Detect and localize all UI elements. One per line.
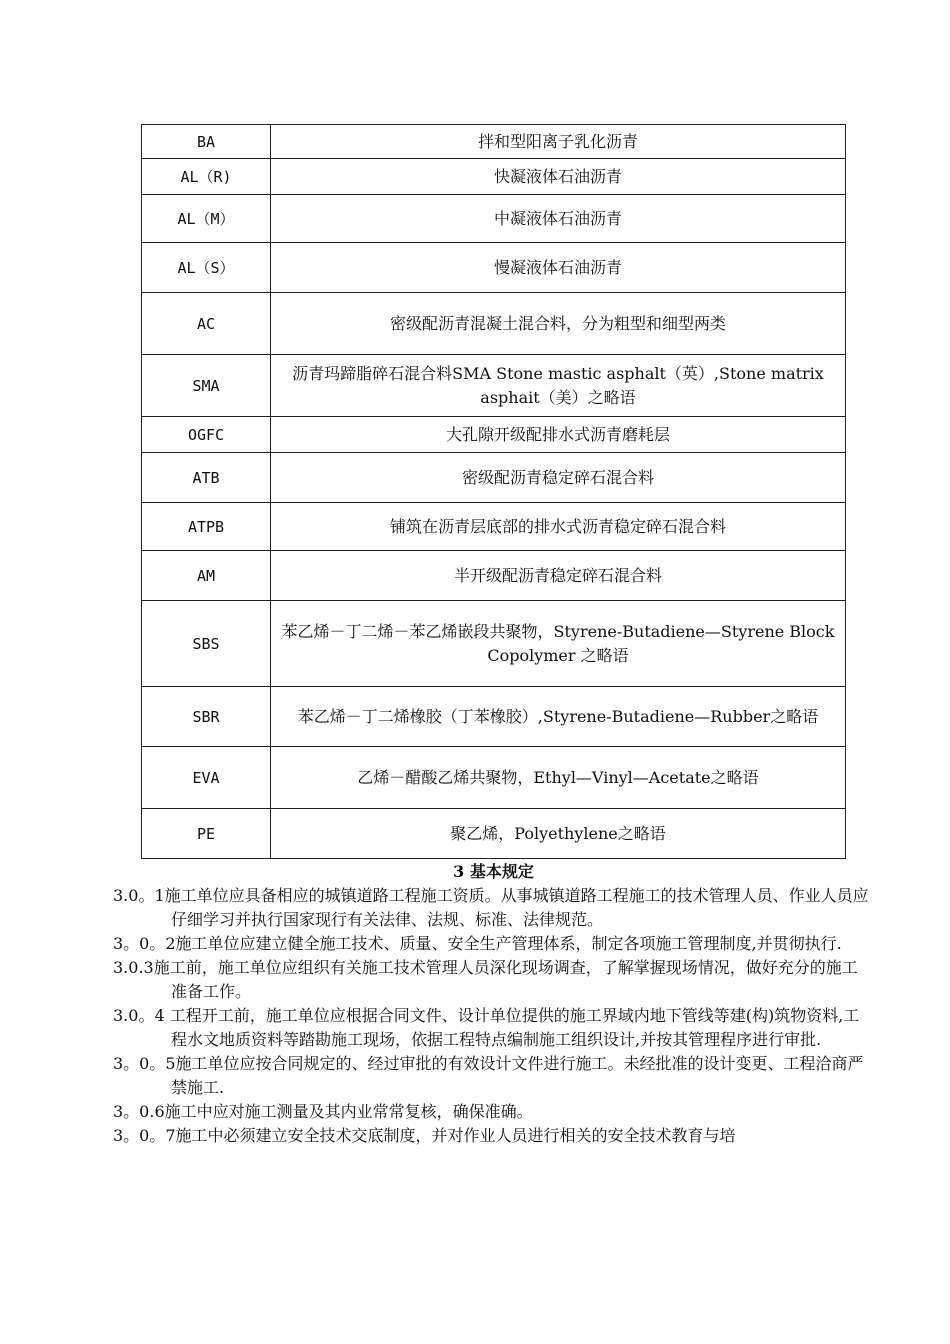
abbr-description: 苯乙烯－丁二烯橡胶（丁苯橡胶）,Styrene-Butadiene—Rubber之略语 (271, 687, 846, 747)
table-row (142, 243, 846, 293)
abbr-code: AL（R) (142, 159, 271, 195)
table-row (142, 687, 846, 747)
abbr-description: 密级配沥青混凝土混合料，分为粗型和细型两类 (271, 293, 846, 355)
abbr-description: 聚乙烯，Polyethylene之略语 (271, 809, 846, 859)
abbr-code: ATB (142, 453, 271, 503)
abbr-code: EVA (142, 747, 271, 809)
abbr-code: SMA (142, 355, 271, 417)
clause: 3。0.6施工中应对施工测量及其内业常常复核，确保准确。 (113, 1102, 533, 1121)
table-row (142, 159, 846, 195)
abbr-description: 慢凝液体石油沥青 (271, 243, 846, 293)
abbr-description: 快凝液体石油沥青 (271, 159, 846, 195)
abbr-code: AC (142, 293, 271, 355)
clause: 3。0。7施工中必须建立安全技术交底制度，并对作业人员进行相关的安全技术教育与培 (113, 1126, 736, 1145)
abbr-code: AM (142, 551, 271, 601)
clause: 3.0.3施工前，施工单位应组织有关施工技术管理人员深化现场调查，了解掌握现场情况，做好充分的施工准备工作。 (113, 958, 858, 1001)
abbr-code: OGFC (142, 417, 271, 453)
clause: 3。0。5施工单位应按合同规定的、经过审批的有效设计文件进行施工。未经批准的设计变更、工程洽商严禁施工. (113, 1054, 864, 1097)
clause: 3。0。2施工单位应建立健全施工技术、质量、安全生产管理体系，制定各项施工管理制度,并贯彻执行. (113, 934, 842, 953)
abbr-code: PE (142, 809, 271, 859)
table-row (142, 125, 846, 159)
table-row (142, 417, 846, 453)
abbr-description: 铺筑在沥青层底部的排水式沥青稳定碎石混合料 (271, 503, 846, 551)
abbr-description: 中凝液体石油沥青 (271, 195, 846, 243)
abbr-description: 密级配沥青稳定碎石混合料 (271, 453, 846, 503)
clause: 3.0。1施工单位应具备相应的城镇道路工程施工资质。从事城镇道路工程施工的技术管理人员、作业人员应仔细学习并执行国家现行有关法律、法规、标准、法律规范。 (113, 886, 869, 929)
clause-list (113, 884, 873, 1148)
abbr-code: AL（M） (142, 195, 271, 243)
table-row (142, 453, 846, 503)
table-row (142, 293, 846, 355)
abbr-description: 乙烯－醋酸乙烯共聚物，Ethyl—Vinyl—Acetate之略语 (271, 747, 846, 809)
abbr-code: SBR (142, 687, 271, 747)
table-row (142, 195, 846, 243)
table-row (142, 503, 846, 551)
abbr-description: 半开级配沥青稳定碎石混合料 (271, 551, 846, 601)
abbr-code: SBS (142, 601, 271, 687)
table-row (142, 551, 846, 601)
abbr-code: AL（S） (142, 243, 271, 293)
table-row (142, 355, 846, 417)
abbr-description: 大孔隙开级配排水式沥青磨耗层 (271, 417, 846, 453)
abbr-description: 苯乙烯－丁二烯－苯乙烯嵌段共聚物，Styrene-Butadiene—Styrene Block Copolymer 之略语 (271, 601, 846, 687)
clause: 3.0。4 工程开工前，施工单位应根据合同文件、设计单位提供的施工界域内地下管线等建(构)筑物资料,工程水文地质资料等踏勘施工现场，依据工程特点编制施工组织设计,并按其管理程序进行审批. (113, 1006, 860, 1049)
table-row (142, 809, 846, 859)
abbr-description: 沥青玛蹄脂碎石混合料SMA Stone mastic asphalt（英）,Stone matrix asphait（美）之略语 (271, 355, 846, 417)
abbr-description: 拌和型阳离子乳化沥青 (271, 125, 846, 159)
table-row (142, 747, 846, 809)
abbreviation-table (141, 124, 846, 859)
section-heading: 3 基本规定 (453, 862, 534, 881)
table-row (142, 601, 846, 687)
abbr-code: BA (142, 125, 271, 159)
abbr-code: ATPB (142, 503, 271, 551)
